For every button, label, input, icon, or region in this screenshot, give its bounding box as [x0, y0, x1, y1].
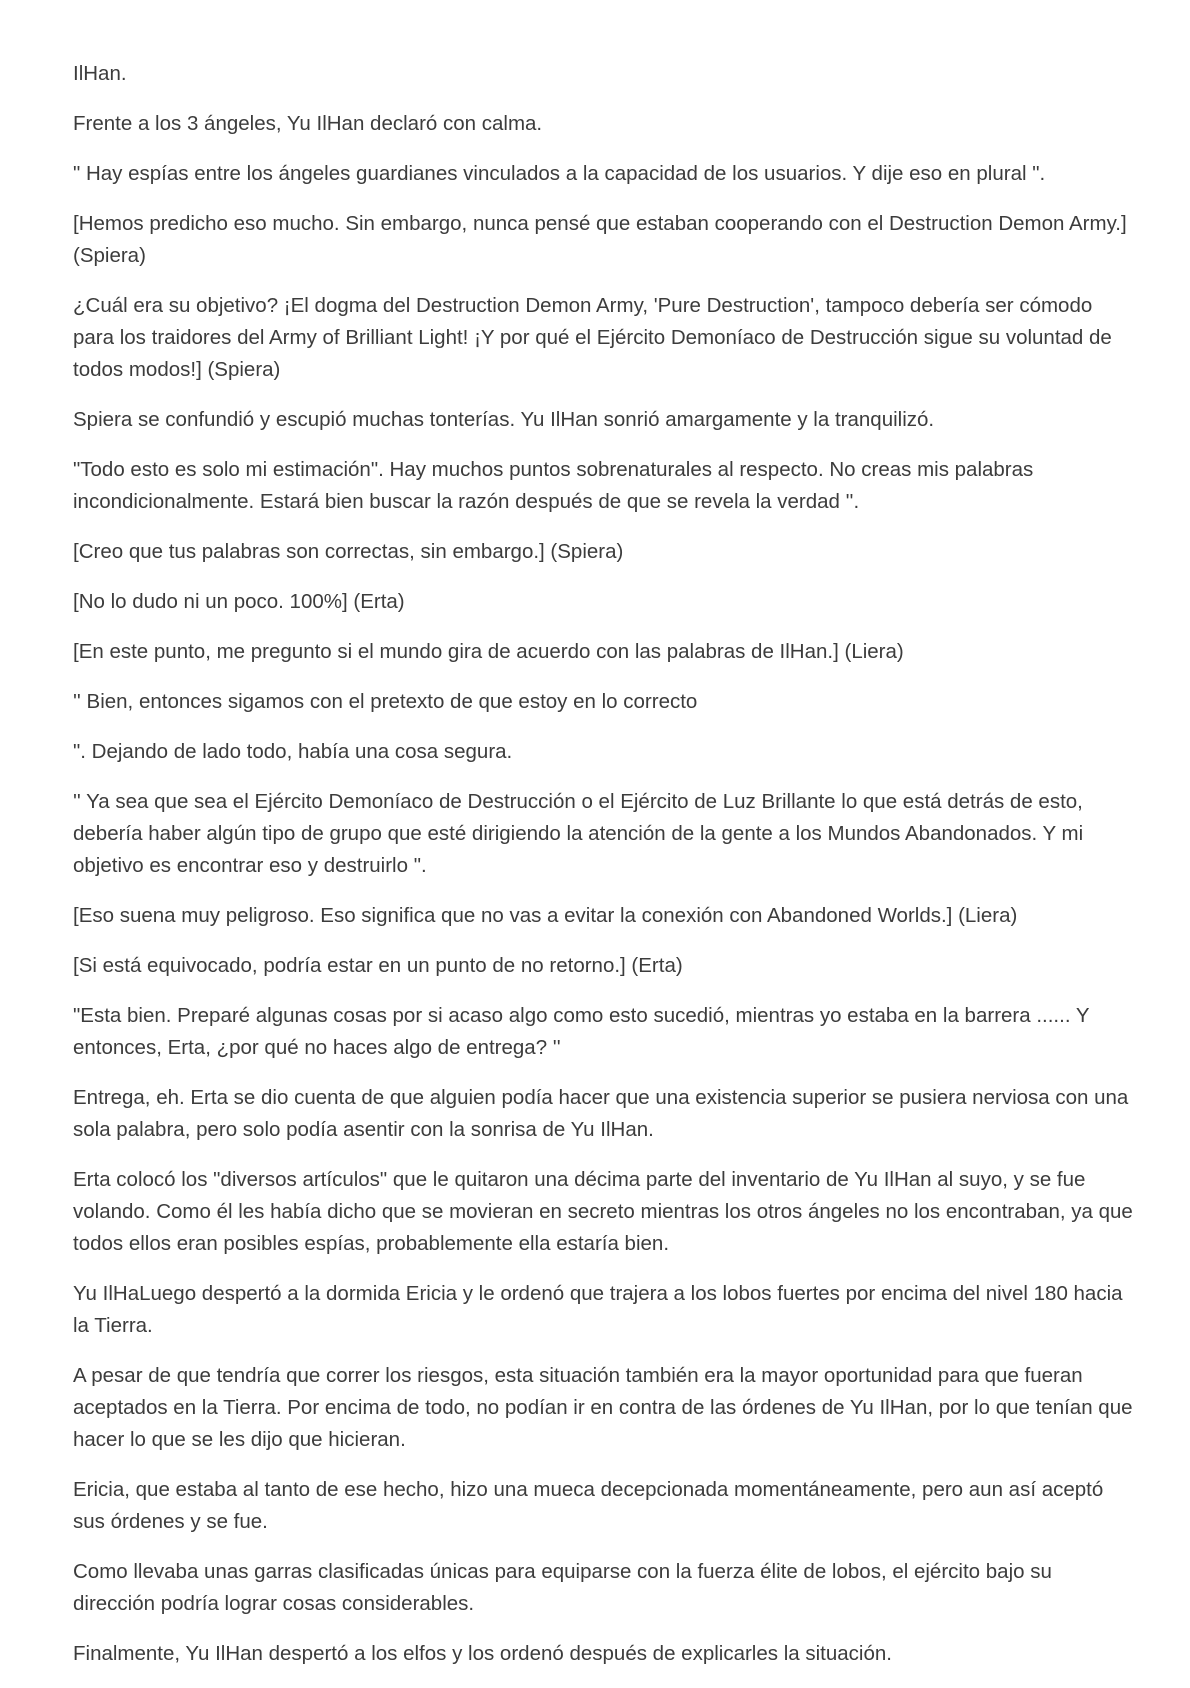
paragraph: "Esta bien. Preparé algunas cosas por si acaso algo como esto sucedió, mientras yo estaba en la barrera ...... Y entonces, Erta, ¿por qué no haces algo de entrega? '' — [73, 1004, 1090, 1059]
paragraph: [Eso suena muy peligroso. Eso significa que no vas a evitar la conexión con Abandoned Worlds.] (Liera) — [73, 904, 1018, 927]
paragraph: [En este punto, me pregunto si el mundo gira de acuerdo con las palabras de IlHan.] (Liera) — [73, 640, 904, 663]
paragraph: Frente a los 3 ángeles, Yu IlHan declaró con calma. — [73, 112, 543, 135]
paragraph: Spiera se confundió y escupió muchas tonterías. Yu IlHan sonrió amargamente y la tranquilizó. — [73, 408, 935, 431]
paragraph: Entrega, eh. Erta se dio cuenta de que alguien podía hacer que una existencia superior se pusiera nerviosa con una sola palabra, pero solo podía asentir con la sonrisa de Yu IlHan. — [73, 1086, 1129, 1141]
paragraph: Erta colocó los "diversos artículos" que le quitaron una décima parte del inventario de Yu IlHan al suyo, y se fue volando. Como él les había dicho que se movieran en secreto mientras los otros ángeles no los encontraban, ya que todos ellos eran posibles espías, probablemente ella estaría bien. — [73, 1168, 1133, 1255]
paragraph: '' Bien, entonces sigamos con el pretexto de que estoy en lo correcto — [73, 690, 698, 713]
paragraph: A pesar de que tendría que correr los riesgos, esta situación también era la mayor oportunidad para que fueran aceptados en la Tierra. Por encima de todo, no podían ir en contra de las órdenes de Yu IlHan, por lo que tenían que hacer lo que se les dijo que hicieran. — [73, 1364, 1133, 1451]
paragraph: [Si está equivocado, podría estar en un punto de no retorno.] (Erta) — [73, 954, 683, 977]
paragraph: "Todo esto es solo mi estimación". Hay muchos puntos sobrenaturales al respecto. No creas mis palabras incondicionalmente. Estará bien buscar la razón después de que se revela la verdad ''. — [73, 458, 1034, 513]
paragraph: IlHan. — [73, 62, 127, 85]
document-page — [73, 58, 1133, 1688]
paragraph: '' Ya sea que sea el Ejército Demoníaco de Destrucción o el Ejército de Luz Brillante lo que está detrás de esto, debería haber algún tipo de grupo que esté dirigiendo la atención de la gente a los Mundos Abandonados. Y mi objetivo es encontrar eso y destruirlo ". — [73, 790, 1084, 877]
paragraph: Finalmente, Yu IlHan despertó a los elfos y los ordenó después de explicarles la situación. — [73, 1642, 892, 1665]
paragraph: " Hay espías entre los ángeles guardianes vinculados a la capacidad de los usuarios. Y dije eso en plural ". — [73, 162, 1046, 185]
paragraph: [Hemos predicho eso mucho. Sin embargo, nunca pensé que estaban cooperando con el Destruction Demon Army.] (Spiera) — [73, 212, 1127, 267]
paragraph: [No lo dudo ni un poco. 100%] (Erta) — [73, 590, 405, 613]
paragraph: ". Dejando de lado todo, había una cosa segura. — [73, 740, 513, 763]
paragraph: Como llevaba unas garras clasificadas únicas para equiparse con la fuerza élite de lobos, el ejército bajo su dirección podría lograr cosas considerables. — [73, 1560, 1052, 1615]
paragraph: Ericia, que estaba al tanto de ese hecho, hizo una mueca decepcionada momentáneamente, pero aun así aceptó sus órdenes y se fue. — [73, 1478, 1104, 1533]
paragraph: [Creo que tus palabras son correctas, sin embargo.] (Spiera) — [73, 540, 624, 563]
paragraph: Yu IlHaLuego despertó a la dormida Ericia y le ordenó que trajera a los lobos fuertes por encima del nivel 180 hacia la Tierra. — [73, 1282, 1123, 1337]
paragraph: ¿Cuál era su objetivo? ¡El dogma del Destruction Demon Army, 'Pure Destruction', tampoco debería ser cómodo para los traidores del Army of Brilliant Light! ¡Y por qué el Ejército Demoníaco de Destrucción sigue su voluntad de todos modos!] (Spiera) — [73, 294, 1112, 381]
